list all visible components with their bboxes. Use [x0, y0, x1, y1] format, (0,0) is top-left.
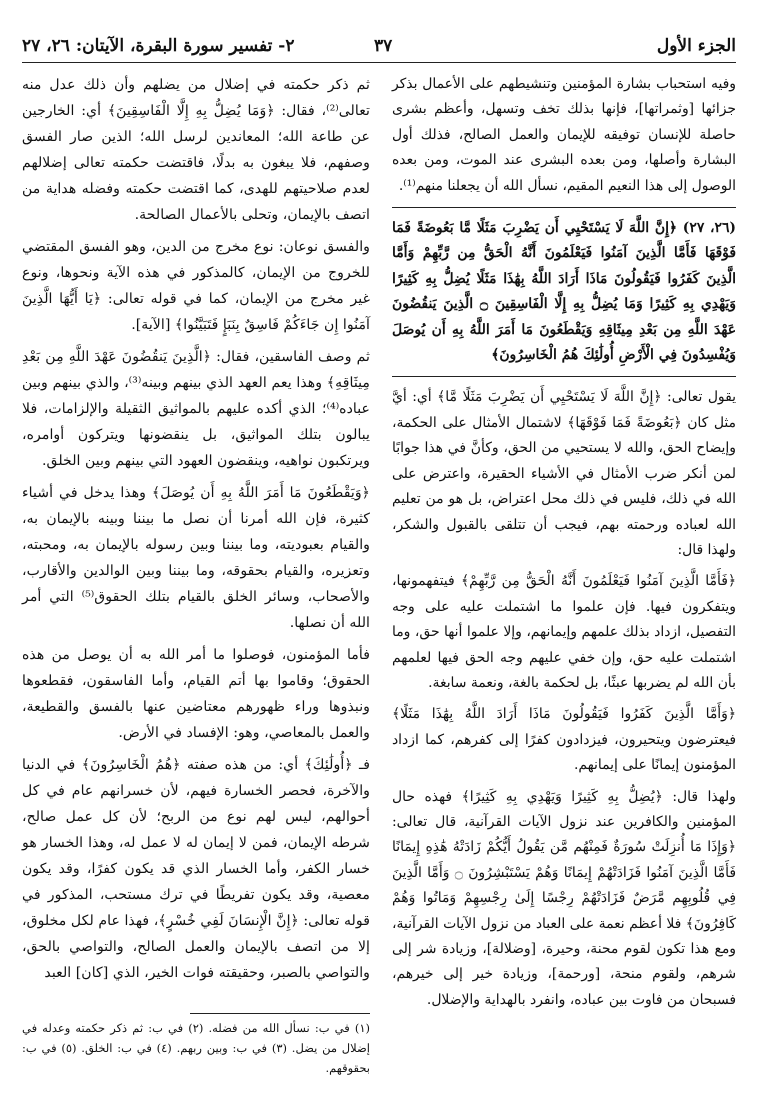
- paragraph: وفيه استحباب بشارة المؤمنين وتنشيطهم على الأعمال بذكر جزائها [وثمراتها]، فإنها بذلك تخف وتسهل، وأعظم بشرى حاصلة للإنسان توفيقه للإيمان والعمل الصالح، فذلك أول البشارة وأصلها، ومن بعده البشرى عند الموت، ومن بعده الوصول إلى هذا النعيم المقيم، نسأل الله أن يجعلنا منهم⁽¹⁾.: [392, 76, 736, 194]
- paragraph: والفسق نوعان: نوع مخرج من الدين، وهو الفسق المقتضي للخروج من الإيمان، كالمذكور في هذه الآية ونحوها، ونوع غير مخرج من الإيمان، كما في قوله تعالى: ﴿يَا أَيُّهَا الَّذِينَ آمَنُوا إِن جَاءَكُمْ فَاسِقٌ بِنَبَإٍ فَتَبَيَّنُوا﴾ [الآية].: [22, 239, 370, 333]
- footnote-divider: [190, 1013, 370, 1014]
- verse-block: (٢٦، ٢٧) ﴿إِنَّ اللَّهَ لَا يَسْتَحْيِي أَن يَضْرِبَ مَثَلًا مَّا بَعُوضَةً فَمَا فَوْقَهَا فَأَمَّا الَّذِينَ آمَنُوا فَيَعْلَمُونَ أَنَّهُ الْحَقُّ مِن رَّبِّهِمْ وَأَمَّا الَّذِينَ كَفَرُوا فَيَقُولُونَ مَاذَا أَرَادَ اللَّهُ بِهَٰذَا مَثَلًا يُضِلُّ بِهِ كَثِيرًا وَيَهْدِي بِهِ كَثِيرًا وَمَا يُضِلُّ بِهِ إِلَّا الْفَاسِقِينَ ۝ الَّذِينَ يَنقُضُونَ عَهْدَ اللَّهِ مِن بَعْدِ مِيثَاقِهِ وَيَقْطَعُونَ مَا أَمَرَ اللَّهُ بِهِ أَن يُوصَلَ وَيُفْسِدُونَ فِي الْأَرْضِ أُولَٰئِكَ هُمُ الْخَاسِرُونَ﴾: [392, 220, 736, 364]
- part-title: الجزء الأول: [656, 36, 736, 56]
- paragraph: ﴿فَأَمَّا الَّذِينَ آمَنُوا فَيَعْلَمُونَ أَنَّهُ الْحَقُّ مِن رَّبِّهِمْ﴾ فيتفهمونها، ويتفكرون فيها. فإن علموا ما اشتملت عليه على وجه التفصيل، ازداد بذلك علمهم وإيمانهم، وإلا علموا أنها حق، وما اشتملت عليه حق، وإن خفي عليهم وجه الحق فيها لعلمهم بأن الله لم يضربها عبثًا، بل لحكمة بالغة، ونعمة سابغة.: [392, 573, 736, 691]
- right-column: [392, 72, 736, 1019]
- paragraph: ثم ذكر حكمته في إضلال من يضلهم وأن ذلك عدل منه تعالى⁽²⁾، فقال: ﴿وَمَا يُضِلُّ بِهِ إِلَّا الْفَاسِقِينَ﴾ أي: الخارجين عن طاعة الله؛ المعاندين لرسل الله؛ الذين صار الفسق وصفهم، فلا يبغون به بدلًا، فاقتضت حكمته تعالى إضلالهم لعدم صلاحيتهم للهدى، كما اقتضت حكمته وفضله هداية من اتصف بالإيمان، وتحلى بالأعمال الصالحة.: [22, 77, 370, 223]
- section-divider: [392, 207, 736, 208]
- paragraph: ولهذا قال: ﴿يُضِلُّ بِهِ كَثِيرًا وَيَهْدِي بِهِ كَثِيرًا﴾ فهذه حال المؤمنين والكافرين عند نزول الآيات القرآنية، قال تعالى: ﴿وَإِذَا مَا أُنزِلَتْ سُورَةٌ فَمِنْهُم مَّن يَقُولُ أَيُّكُمْ زَادَتْهُ هَٰذِهِ إِيمَانًا فَأَمَّا الَّذِينَ آمَنُوا فَزَادَتْهُمْ إِيمَانًا وَهُمْ يَسْتَبْشِرُونَ ۝ وَأَمَّا الَّذِينَ فِي قُلُوبِهِم مَّرَضٌ فَزَادَتْهُمْ رِجْسًا إِلَىٰ رِجْسِهِمْ وَمَاتُوا وَهُمْ كَافِرُونَ﴾ فلا أعظم نعمة على العباد من نزول الآيات القرآنية، ومع هذا تكون لقوم محنة، وحيرة، [وضلالة]، وزيادة شر إلى شرهم، ولقوم منحة، [ورحمة]، وزيادة خير إلى خيرهم، فسبحان من فاوت بين عباده، وانفرد بالهداية والإضلال.: [392, 788, 736, 1008]
- footnote-text: (١) في ب: نسأل الله من فضله. (٢) في ب: ثم ذكر حكمته وعدله في إضلال من يضل. (٣) في ب: وبين ربهم. (٤) في ب: الخلق. (٥) في ب: بحقوقهم.: [22, 1021, 370, 1075]
- paragraph: فأما المؤمنون، فوصلوا ما أمر الله به أن يوصل من هذه الحقوق؛ وقاموا بها أتم القيام، وأما الفاسقون، فقطعوها ونبذوها وراء ظهورهم معتاضين عنها بالفسق والقطيعة، والعمل بالمعاصي، وهو: الإفساد في الأرض.: [22, 647, 370, 741]
- paragraph: فـ ﴿أُولَٰئِكَ﴾ أي: من هذه صفته ﴿هُمُ الْخَاسِرُونَ﴾ في الدنيا والآخرة، فحصر الخسارة فيهم، لأن خسرانهم عام في كل أحوالهم، ليس لهم نوع من الربح؛ لأن كل عمل صالح، شرطه الإيمان، فمن لا إيمان له لا عمل له، وهذا الخسار هو خسار الكفر، وأما الخسار الذي قد يكون كفرًا، وقد يكون معصية، وقد يكون تفريطًا في ترك مستحب، المذكور في قوله تعالى: ﴿إِنَّ الْإِنسَانَ لَفِي خُسْرٍ﴾، فهذا عام لكل مخلوق، إلا من اتصف بالإيمان والعمل الصالح، والتواصي بالحق، والتواصي بالصبر، وحقيقته فوات الخير، الذي [كان] العبد: [22, 757, 370, 981]
- page-header: [22, 28, 736, 63]
- paragraph: ثم وصف الفاسقين، فقال: ﴿الَّذِينَ يَنقُضُونَ عَهْدَ اللَّهِ مِن بَعْدِ مِيثَاقِهِ﴾ وهذا يعم العهد الذي بينهم وبينه⁽³⁾، والذي بينهم وبين عباده⁽⁴⁾؛ الذي أكده عليهم بالمواثيق الثقيلة والإلزامات، فلا يبالون بتلك المواثيق، بل ينقضونها ويتركون أوامره، ويرتكبون نواهيه، وينقضون العهود التي بينهم وبين الخلق.: [22, 349, 370, 469]
- section-divider: [392, 376, 736, 377]
- footnotes: [22, 1018, 370, 1078]
- page-number: ٣٧: [374, 36, 393, 56]
- chapter-title: ٢- تفسير سورة البقرة، الآيتان: ٢٦، ٢٧: [22, 36, 295, 56]
- paragraph: ﴿وَأَمَّا الَّذِينَ كَفَرُوا فَيَقُولُونَ مَاذَا أَرَادَ اللَّهُ بِهَٰذَا مَثَلًا﴾ فيعترضون ويتحيرون، فيزدادون كفرًا إلى كفرهم، كما ازداد المؤمنون إيمانًا على إيمانهم.: [392, 706, 736, 774]
- paragraph: يقول تعالى: ﴿إِنَّ اللَّهَ لَا يَسْتَحْيِي أَن يَضْرِبَ مَثَلًا مَّا﴾ أي: أيَّ مثل كان ﴿بَعُوضَةً فَمَا فَوْقَهَا﴾ لاشتمال الأمثال على الحكمة، وإيضاح الحق، والله لا يستحيي من الحق، وكأنَّ في هذا جوابًا لمن أنكر ضرب الأمثال في الأشياء الحقيرة، واعترض على الله في ذلك، فليس في ذلك محل اعتراض، بل هو من تعليم الله لعباده ورحمته بهم، فيجب أن تتلقى بالقبول والشكر، ولهذا قال:: [392, 389, 736, 558]
- left-column: [22, 72, 370, 992]
- paragraph: ﴿وَيَقْطَعُونَ مَا أَمَرَ اللَّهُ بِهِ أَن يُوصَلَ﴾ وهذا يدخل في أشياء كثيرة، فإن الله أمرنا أن نصل ما بيننا وبينه بالإيمان به، والقيام بعبوديته، وما بيننا وبين رسوله بالإيمان به، ومحبته، وتعزيره، والقيام بحقوقه، وما بيننا وبين الوالدين والأقارب، والأصحاب، وسائر الخلق بالقيام بتلك الحقوق⁽⁵⁾ التي أمر الله أن نصلها.: [22, 485, 370, 631]
